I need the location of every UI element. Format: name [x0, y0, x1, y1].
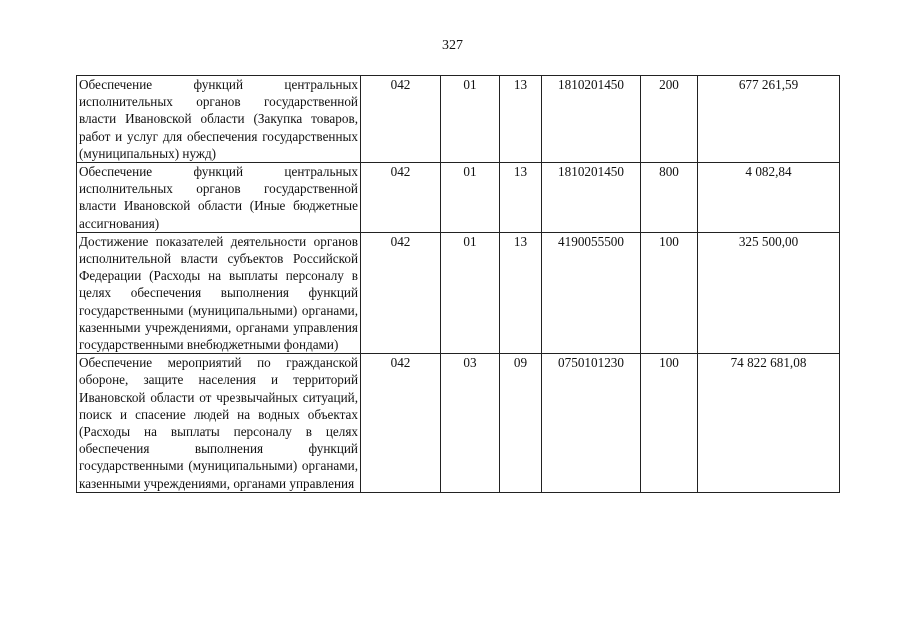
- table-row: [77, 163, 840, 233]
- section-code: 03: [441, 354, 500, 493]
- amount: 325 500,00: [698, 232, 840, 353]
- subsection-code: 13: [500, 163, 542, 233]
- expense-type-code: 100: [641, 232, 698, 353]
- ministry-code: 042: [361, 76, 441, 163]
- subsection-code: 13: [500, 76, 542, 163]
- section-code: 01: [441, 76, 500, 163]
- expense-type-code: 200: [641, 76, 698, 163]
- row-description: Обеспечение мероприятий по гражданской обороне, защите населения и территорий Ивановской области от чрезвычайных ситуаций, поиск и спасение людей на водных объектах (Расходы на выплаты персоналу в целях обеспечения выполнения функций государственными (муниципальными) органами, казенными учреждениями, органами управления: [77, 354, 361, 493]
- target-article-code: 4190055500: [542, 232, 641, 353]
- expense-type-code: 100: [641, 354, 698, 493]
- section-code: 01: [441, 163, 500, 233]
- row-description: Обеспечение функций центральных исполнительных органов государственной власти Ивановской области (Закупка товаров, работ и услуг для обеспечения государственных (муниципальных) нужд): [77, 76, 361, 163]
- expense-type-code: 800: [641, 163, 698, 233]
- page-number: 327: [442, 38, 463, 53]
- ministry-code: 042: [361, 232, 441, 353]
- amount: 4 082,84: [698, 163, 840, 233]
- table-row: [77, 76, 840, 163]
- ministry-code: 042: [361, 163, 441, 233]
- row-description: Достижение показателей деятельности органов исполнительной власти субъектов Российской Федерации (Расходы на выплаты персоналу в целях обеспечения выполнения функций государственными (муниципальными) органами, казенными учреждениями, органами управления государственными внебюджетными фондами): [77, 232, 361, 353]
- ministry-code: 042: [361, 354, 441, 493]
- section-code: 01: [441, 232, 500, 353]
- subsection-code: 09: [500, 354, 542, 493]
- target-article-code: 1810201450: [542, 76, 641, 163]
- target-article-code: 0750101230: [542, 354, 641, 493]
- subsection-code: 13: [500, 232, 542, 353]
- row-description: Обеспечение функций центральных исполнительных органов государственной власти Ивановской области (Иные бюджетные ассигнования): [77, 163, 361, 233]
- amount: 677 261,59: [698, 76, 840, 163]
- amount: 74 822 681,08: [698, 354, 840, 493]
- target-article-code: 1810201450: [542, 163, 641, 233]
- table-row: [77, 354, 840, 493]
- table-row: [77, 232, 840, 353]
- budget-table: [76, 75, 840, 493]
